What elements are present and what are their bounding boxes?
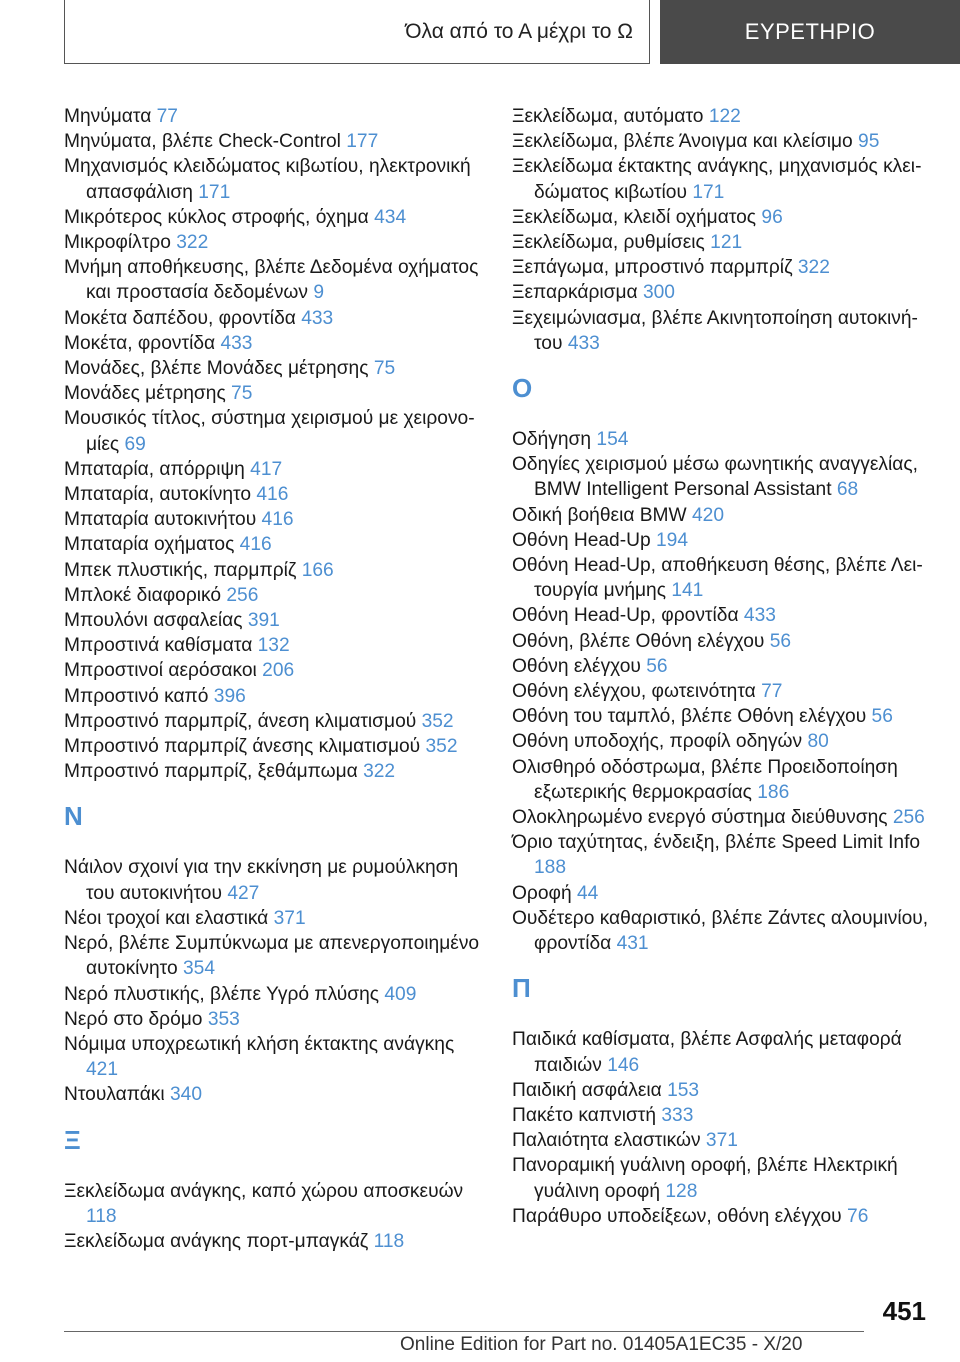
index-page-link[interactable]: 427 <box>227 882 260 904</box>
index-entry <box>64 457 489 482</box>
index-page-link[interactable]: 322 <box>363 761 396 783</box>
index-entry <box>512 603 932 628</box>
index-page-link[interactable]: 371 <box>273 907 306 929</box>
index-entry-text: Ξεκλείδωμα ανάγκης, καπό χώρου αποσκευών <box>64 1180 464 1202</box>
index-entry <box>64 356 489 381</box>
index-entry-text: Όριο ταχύτητας, ένδειξη, βλέπε Speed Limit Info <box>512 832 921 854</box>
index-entry-text: Οθόνη ελέγχου <box>512 655 641 677</box>
index-entry-text: Παιδικά καθίσματα, βλέπε Ασφαλής μεταφορά παιδιών <box>512 1029 902 1076</box>
index-entry-text: Νερό πλυστικής, βλέπε Υγρό πλύσης <box>64 983 380 1005</box>
index-entry <box>512 654 932 679</box>
index-entry-text: Μοκέτα, φροντίδα <box>64 332 216 354</box>
index-entry <box>64 406 489 456</box>
index-letter-heading: N <box>64 801 83 832</box>
index-entry-text: Οδική βοήθεια BMW <box>512 504 687 526</box>
index-page-link[interactable]: 146 <box>607 1054 640 1076</box>
index-entry <box>512 830 932 880</box>
index-page-link[interactable]: 433 <box>743 605 776 627</box>
footer-divider <box>64 1331 864 1332</box>
index-page-link[interactable]: 434 <box>374 206 407 228</box>
index-entry <box>512 1153 932 1203</box>
index-entry-text: Ολισθηρό οδόστρωμα, βλέπε Προειδοποίηση εξωτερικής θερμοκρασίας <box>512 756 898 803</box>
index-entry-text: Μπουλόνι ασφαλείας <box>64 610 243 632</box>
index-entry <box>64 658 489 683</box>
index-entry-text: Ξεχειμώνιασμα, βλέπε Ακινητοποίηση αυτοκινήτου <box>512 307 918 354</box>
page-header <box>64 0 960 66</box>
index-page-link[interactable]: 75 <box>231 383 253 405</box>
index-entry-text: Μπροστινό καπό <box>64 685 209 707</box>
index-entry <box>64 1229 489 1254</box>
index-page-link[interactable]: 353 <box>207 1008 240 1030</box>
index-page-link[interactable]: 433 <box>301 307 334 329</box>
index-page-link[interactable]: 433 <box>220 332 253 354</box>
index-entry-text: Ξεκλείδωμα ανάγκης πορτ-μπαγκάζ <box>64 1230 369 1252</box>
index-entry <box>512 1078 932 1103</box>
index-entry <box>64 931 489 981</box>
index-entry-text: Νέοι τροχοί και ελαστικά <box>64 907 269 929</box>
index-entry-text: Μπεκ πλυστικής, παρμπρίζ <box>64 559 297 581</box>
index-page-link[interactable]: 186 <box>757 781 790 803</box>
index-column-right <box>512 104 932 1229</box>
section-title: Όλα από το Α μέχρι το Ω <box>405 19 633 43</box>
index-entry-text: Μουσικός τίτλος, σύστημα χειρισμού με χειρονομίες <box>64 408 475 455</box>
index-tab[interactable] <box>660 0 960 64</box>
index-entry-text: Ξεκλείδωμα έκτακτης ανάγκης, μηχανισμός κλειδώματος κιβωτίου <box>512 156 922 203</box>
index-entry-text: Πακέτο καπνιστή <box>512 1104 657 1126</box>
index-entry <box>64 230 489 255</box>
index-entry-text: Οροφή <box>512 882 572 904</box>
index-entry <box>64 684 489 709</box>
index-entry <box>64 633 489 658</box>
index-page-link[interactable]: 171 <box>692 181 725 203</box>
index-entry-text: Μηνύματα <box>64 106 152 127</box>
index-entry-text: Ξεπάγωμα, μπροστινό παρμπρίζ <box>512 257 793 279</box>
index-letter-heading: O <box>512 373 533 404</box>
index-page-link[interactable]: 122 <box>708 106 741 127</box>
index-letter-heading: Ξ <box>64 1124 81 1155</box>
index-entry-text: Οθόνη Head-Up, αποθήκευση θέσης, βλέπε Λειτουργία μνήμης <box>512 555 923 602</box>
index-entry <box>64 709 489 734</box>
index-entry <box>64 982 489 1007</box>
index-page-link[interactable]: 322 <box>176 232 209 254</box>
index-entry-text: Ολοκληρωμένο ενεργό σύστημα διεύθυνσης <box>512 807 888 829</box>
index-entry <box>64 306 489 331</box>
index-entry <box>512 553 932 603</box>
index-entry-text: Ξεκλείδωμα, κλειδί οχήματος <box>512 206 757 228</box>
index-page-link[interactable]: 76 <box>847 1205 869 1227</box>
index-entry <box>64 608 489 633</box>
index-entry <box>512 427 932 452</box>
index-page-link[interactable]: 433 <box>567 332 600 354</box>
index-entry <box>512 528 932 553</box>
index-entry-text: Μονάδες μέτρησης <box>64 383 226 405</box>
index-entry-text: Μικροφίλτρο <box>64 232 171 254</box>
index-page-link[interactable]: 96 <box>761 206 783 228</box>
index-page-link[interactable]: 354 <box>183 958 216 980</box>
index-entry <box>64 759 489 784</box>
index-page-link[interactable]: 371 <box>705 1130 738 1152</box>
index-page-link[interactable]: 194 <box>656 529 689 551</box>
index-page-link[interactable]: 333 <box>661 1104 694 1126</box>
index-entry-text: Ξεπαρκάρισμα <box>512 282 638 304</box>
index-page-link[interactable]: 132 <box>257 635 290 657</box>
index-entry <box>64 1082 489 1107</box>
index-entry-text: Μπροστινά καθίσματα <box>64 635 253 657</box>
index-entry <box>512 154 932 204</box>
index-entry-text: Μηνύματα, βλέπε Check-Control <box>64 131 341 153</box>
edition-info: Online Edition for Part no. 01405A1EC35 - X/20 <box>400 1334 803 1355</box>
index-entry <box>64 906 489 931</box>
index-page-link[interactable]: 352 <box>425 736 458 758</box>
index-entry-text: Ξεκλείδωμα, ρυθμίσεις <box>512 232 705 254</box>
index-page-link[interactable]: 56 <box>769 630 792 652</box>
index-page-link[interactable]: 391 <box>247 610 280 632</box>
index-entry <box>512 629 932 654</box>
index-column-left <box>64 104 489 1254</box>
index-entry <box>512 704 932 729</box>
index-page-link[interactable]: 166 <box>301 559 334 581</box>
index-entry-text: Οθόνη, βλέπε Οθόνη ελέγχου <box>512 630 765 652</box>
index-entry-text: Οθόνη ελέγχου, φωτεινότητα <box>512 681 756 703</box>
index-entry <box>64 205 489 230</box>
index-entry <box>64 583 489 608</box>
index-entry-text: Παιδική ασφάλεια <box>512 1079 662 1101</box>
index-entry-text: Παράθυρο υποδείξεων, οθόνη ελέγχου <box>512 1205 842 1227</box>
index-entry-text: Πανοραμική γυάλινη οροφή, βλέπε Ηλεκτρική γυάλινη οροφή <box>512 1155 898 1202</box>
index-entry <box>512 1204 932 1229</box>
index-entry-text: Μπλοκέ διαφορικό <box>64 584 222 606</box>
index-entry-text: Μπροστινό παρμπρίζ, άνεση κλιματισμού <box>64 710 417 732</box>
index-letter-heading: Π <box>512 973 531 1004</box>
index-entry <box>64 558 489 583</box>
index-page-link[interactable]: 9 <box>313 282 325 304</box>
index-entry-text: Νερό στο δρόμο <box>64 1008 203 1030</box>
index-entry <box>512 205 932 230</box>
index-entry-text: Οδηγίες χειρισμού μέσω φωνητικής αναγγελίας, BMW Intelligent Personal Assistant <box>512 454 918 501</box>
index-entry <box>512 104 932 129</box>
index-entry <box>64 154 489 204</box>
index-entry <box>64 532 489 557</box>
index-page-link[interactable]: 118 <box>86 1205 117 1227</box>
index-entry-text: Μπαταρία, αυτοκίνητο <box>64 484 252 506</box>
index-entry <box>64 381 489 406</box>
index-entry-text: Νάιλον σχοινί για την εκκίνηση με ρυμούλκηση του αυτοκινήτου <box>64 857 459 904</box>
index-entry-text: Νόμιμα υποχρεωτική κλήση έκτακτης ανάγκης <box>64 1033 455 1055</box>
index-page-link[interactable]: 118 <box>373 1230 405 1252</box>
index-entry <box>64 482 489 507</box>
index-entry <box>64 1007 489 1032</box>
index-entry <box>512 1128 932 1153</box>
index-entry-text: Μπροστινοί αερόσακοι <box>64 660 257 682</box>
index-entry <box>64 1179 489 1229</box>
index-page-link[interactable]: 340 <box>169 1084 202 1106</box>
index-page-link[interactable]: 416 <box>256 484 289 506</box>
index-entry-text: Μπαταρία αυτοκινήτου <box>64 509 257 531</box>
index-entry-text: Παλαιότητα ελαστικών <box>512 1130 701 1152</box>
index-entry <box>64 734 489 759</box>
index-page-link[interactable]: 206 <box>262 660 295 682</box>
index-page-link[interactable]: 75 <box>373 358 396 380</box>
index-entry <box>64 255 489 305</box>
index-entry <box>64 855 489 905</box>
index-page-link[interactable]: 56 <box>871 706 893 728</box>
index-page-link[interactable]: 69 <box>124 433 146 455</box>
index-page-link[interactable]: 300 <box>642 282 675 304</box>
index-page-link[interactable]: 77 <box>761 681 783 703</box>
index-entry <box>64 331 489 356</box>
index-page-link[interactable]: 416 <box>261 509 294 531</box>
index-entry-text: Οθόνη υποδοχής, προφίλ οδηγών <box>512 731 803 753</box>
index-entry-text: Μονάδες, βλέπε Μονάδες μέτρησης <box>64 358 369 380</box>
index-page-link[interactable]: 77 <box>156 106 178 127</box>
index-entry <box>64 1032 489 1082</box>
index-entry-text: Μηχανισμός κλειδώματος κιβωτίου, ηλεκτρονική απασφάλιση <box>64 156 471 203</box>
index-page-link[interactable]: 154 <box>596 429 629 451</box>
index-entry-text: Οδήγηση <box>512 429 592 451</box>
index-page-link[interactable]: 56 <box>646 655 668 677</box>
index-page-link[interactable]: 121 <box>710 232 743 254</box>
index-page-link[interactable]: 420 <box>692 504 725 526</box>
index-entry-text: Οθόνη Head-Up, φροντίδα <box>512 605 739 627</box>
index-entry-text: Μνήμη αποθήκευσης, βλέπε Δεδομένα οχήματος και προστασία δεδομένων <box>64 257 479 304</box>
index-entry <box>512 230 932 255</box>
index-entry <box>512 255 932 280</box>
index-title: ΕΥΡΕΤΗΡΙΟ <box>744 19 876 44</box>
index-page-link[interactable]: 68 <box>836 479 859 501</box>
index-page-link[interactable]: 256 <box>226 584 259 606</box>
index-entry <box>64 129 489 154</box>
index-page-link[interactable]: 396 <box>213 685 246 707</box>
index-page-link[interactable]: 352 <box>421 710 454 732</box>
index-entry <box>512 1027 932 1077</box>
index-page-link[interactable]: 431 <box>616 933 649 955</box>
index-entry <box>512 906 932 956</box>
index-page-link[interactable]: 141 <box>671 580 704 602</box>
index-entry-text: Μπροστινό παρμπρίζ, ξεθάμπωμα <box>64 761 358 783</box>
page-number: 451 <box>882 1296 926 1326</box>
index-entry <box>64 507 489 532</box>
index-entry-text: Ξεκλείδωμα, βλέπε Άνοιγμα και κλείσιμο <box>512 131 853 153</box>
index-page-link[interactable]: 188 <box>534 857 567 879</box>
index-page-link[interactable]: 322 <box>797 257 830 279</box>
index-entry <box>512 129 932 154</box>
index-entry-text: Ξεκλείδωμα, αυτόματο <box>512 106 704 127</box>
index-page-link[interactable]: 416 <box>239 534 272 556</box>
index-page-link[interactable]: 256 <box>892 807 925 829</box>
index-entry-text: Οθόνη του ταμπλό, βλέπε Οθόνη ελέγχου <box>512 706 867 728</box>
index-page-link[interactable]: 44 <box>576 882 599 904</box>
index-entry-text: Μπαταρία οχήματος <box>64 534 235 556</box>
index-entry <box>512 452 932 502</box>
index-entry-text: Ουδέτερο καθαριστικό, βλέπε Ζάντες αλουμινίου, φροντίδα <box>512 907 929 955</box>
index-entry-text: Οθόνη Head-Up <box>512 529 651 551</box>
index-entry <box>512 503 932 528</box>
index-page-link[interactable]: 421 <box>86 1059 119 1081</box>
index-entry <box>512 755 932 805</box>
index-entry <box>512 881 932 906</box>
index-page-link[interactable]: 417 <box>250 458 283 480</box>
index-entry-text: Ντουλαπάκι <box>64 1084 165 1106</box>
index-entry <box>64 104 489 129</box>
index-entry-text: Νερό, βλέπε Συμπύκνωμα με απενεργοποιημένο αυτοκίνητο <box>64 933 480 980</box>
index-entry-text: Μπαταρία, απόρριψη <box>64 458 245 480</box>
index-entry <box>512 729 932 754</box>
index-page-link[interactable]: 177 <box>346 131 379 153</box>
index-entry-text: Μπροστινό παρμπρίζ άνεσης κλιματισμού <box>64 736 421 758</box>
index-entry <box>512 306 932 356</box>
index-entry <box>512 805 932 830</box>
index-page-link[interactable]: 80 <box>807 731 829 753</box>
index-page-link[interactable]: 95 <box>858 131 880 153</box>
index-page-link[interactable]: 153 <box>667 1079 700 1101</box>
index-entry-text: Μοκέτα δαπέδου, φροντίδα <box>64 307 296 329</box>
index-entry-text: Μικρότερος κύκλος στροφής, όχημα <box>64 206 369 228</box>
index-page-link[interactable]: 171 <box>198 181 231 203</box>
index-page-link[interactable]: 409 <box>384 983 417 1005</box>
index-entry <box>512 280 932 305</box>
index-entry <box>512 1103 932 1128</box>
index-page-link[interactable]: 128 <box>665 1180 698 1202</box>
section-tab[interactable] <box>64 0 650 64</box>
index-entry <box>512 679 932 704</box>
